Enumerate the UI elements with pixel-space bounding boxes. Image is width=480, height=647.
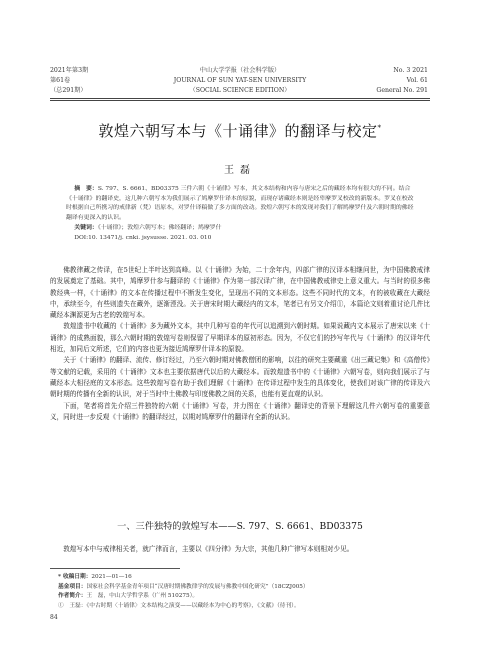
footnote-text: 2021—01—16 — [91, 574, 132, 580]
abstract-text: S. 797、S. 6661、BD03375 三件六朝《十诵律》写本，其文本结构和内容与唐宋之后的藏经本均有很大的不同。结合《十诵律》的翻译史，这几种六朝写本为我们展示了鸠摩罗什译本的原貌，而现存诸藏经本则是经卑摩罗叉校改的新版本。罗叉在校改时根据自己所携习的戒律新（梵）语原本，对罗什译稿做了多方面的改动。敦煌六朝写本的发现对我们了解鸠摩罗什及六朝时期的佛经翻译有更深入的认识。 — [66, 186, 414, 221]
footnotes — [58, 573, 428, 611]
keywords-text: 《十诵律》；敦煌六朝写本；佛经翻译；鸠摩罗什 — [97, 225, 222, 232]
header-rule-bottom — [50, 100, 430, 101]
header-rule-top — [50, 98, 430, 99]
issue-number-en: No. 3 2021 — [393, 67, 428, 74]
issue-total: （总291期） — [50, 87, 87, 94]
section-heading: 一、三件独特的敦煌写本——S. 797、S. 6661、BD03375 — [117, 521, 363, 532]
footnote-label: ① — [58, 602, 70, 609]
journal-name-cn: 中山大学学报（社会科学版） — [199, 67, 281, 74]
body-paragraph: 下面，笔者将首先介绍三件独特的六朝《十诵律》写卷，并力图在《十诵律》翻译史的背景下理解这几件六朝写卷的重要意义，同时进一步反观《十诵律》的翻译经过，以期对鸠摩罗什的翻译有全新的认识。 — [50, 401, 430, 421]
footnote-text: 国家社会科学基金青年项目“汉唐时期佛教律学的发展与佛教中国化研究”（18CZJ005） — [86, 583, 309, 590]
footnote-received — [58, 573, 428, 583]
abstract-paragraph — [66, 184, 416, 223]
issue-year: 2021年第3期 — [50, 67, 89, 74]
journal-issue-info-en — [376, 66, 428, 96]
footnote-funding — [58, 583, 428, 593]
issue-volume-en: Vol. 61 — [406, 77, 428, 84]
footnote-text: 王 磊，中山大学哲学系（广州 510275）。 — [86, 593, 199, 600]
footnote-rule — [50, 568, 180, 569]
footnote-reference-1 — [58, 602, 428, 612]
issue-volume: 第61卷 — [50, 77, 71, 84]
keywords-label: 关键词： — [74, 224, 98, 232]
keywords-line — [66, 223, 416, 234]
footnote-label: 作者简介： — [58, 593, 87, 600]
footnote-label: * 收稿日期： — [58, 574, 92, 580]
section-paragraph: 敦煌写本中与戒律相关者，就广律而言，主要以《四分律》为大宗，其他几种广律写本则相对少见。 — [63, 545, 354, 553]
abstract-block — [66, 184, 416, 244]
footnote-text: 王磊：《中古时期〈十诵律〉文本结构之演变——以藏经本为中心的考察》，《文献》（待刊）。 — [69, 602, 300, 609]
article-title — [0, 120, 480, 141]
body-text — [50, 265, 430, 423]
abstract-label: 摘 要： — [74, 185, 98, 192]
section-body — [50, 544, 430, 555]
page-number: 84 — [50, 614, 58, 621]
doi-line: DOI:10. 13471/j. cnki. jsysusse. 2021. 03. 010 — [74, 234, 212, 241]
journal-name-en: JOURNAL OF SUN YAT-SEN UNIVERSITY — [173, 77, 307, 84]
title-text: 敦煌六朝写本与《十诵律》的翻译与校定 — [98, 122, 378, 140]
footnote-author-bio — [58, 592, 428, 602]
body-paragraph: 佛教律藏之传译，在5世纪上半叶达到高峰。以《十诵律》为始，二十余年内，四部广律的汉译本相继问世，为中国佛教戒律的发展奠定了基础。其中，鸠摩罗什参与翻译的《十诵律》作为第一部汉译广律，在中国佛教戒律史上意义重大。与当时的很多佛教经典一样，《十诵律》的文本在传播过程中不断发生变化，呈现出不同的文本形态。这些不同时代的文本，有的被收藏在大藏经中，承续至今，有些则遗失在藏外，逐渐湮没。关于唐宋时期大藏经内的文本，笔者已有另文介绍①，本篇论文则着重讨论几件比藏经本渊源更为古老的敦煌写本。 — [50, 266, 430, 320]
article-author: 王磊 — [224, 165, 256, 176]
issue-general-en: General No. 291 — [376, 87, 428, 94]
title-footnote-mark: * — [377, 124, 382, 132]
body-paragraph: 敦煌遗书中收藏的《十诵律》多为藏外文本，其中几种写卷的年代可以追溯到六朝时期。如果说藏内文本展示了唐宋以来《十诵律》的成熟面貌，那么六朝时期的敦煌写卷则保留了早期译本的原初形态。因为，不仅它们的抄写年代与《十诵律》的汉译年代相近，加同后文所述，它们的内容也更为接近鸠摩罗什译本的原貌。 — [50, 322, 430, 354]
journal-edition-en: （SOCIAL SCIENCE EDITION） — [189, 87, 291, 94]
footnote-label: 基金项目： — [58, 583, 87, 590]
body-paragraph: 关于《十诵律》的翻译、流传、修订经过，乃至六朝时期对佛教僧团的影响，以往的研究主要藏重《出三藏记集》和《高僧传》等文献的记载，采用的《十诵律》文本也主要依据唐代以后的大藏经本。而敦煌遗书中的《十诵律》六朝写卷，则向我们展示了与藏经本大相径庭的文本形态。这些敦煌写卷有助于我们理解《十诵律》在传译过程中发生的具体变化，使我们对该广律的传译及六朝时期的传播有全新的认识，对于当时中土佛教与印度佛教之间的关系，也能有更直观的认识。 — [50, 356, 430, 399]
